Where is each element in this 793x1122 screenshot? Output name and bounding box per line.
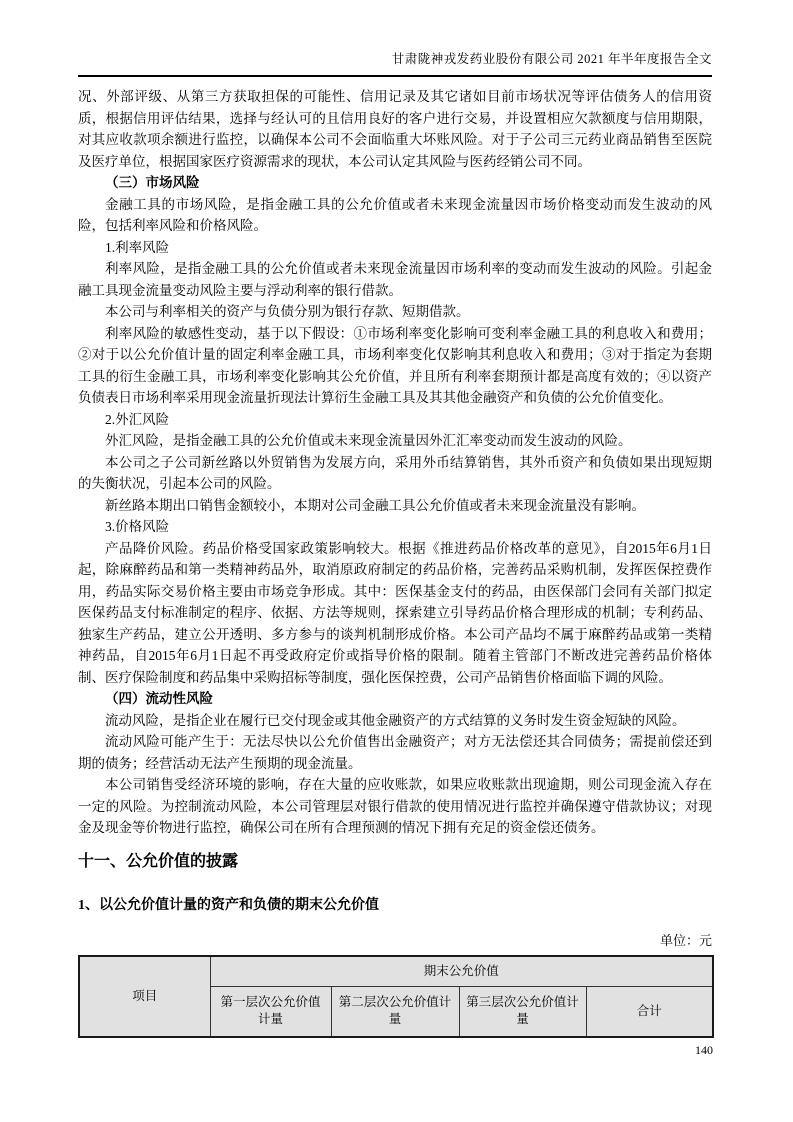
para-fx-impact: 新丝路本期出口销售金额较小，本期对公司金融工具公允价值或者未来现金流量没有影响。: [105, 497, 645, 513]
para-fx-def: 外汇风险，是指金融工具的公允价值或未来现金流量因外汇汇率变动而发生波动的风险。: [105, 433, 632, 448]
heading-fx-risk: 2.外汇风险: [105, 411, 170, 427]
heading-market-risk: （三）市场风险: [105, 175, 200, 190]
report-header-title: 甘肃陇神戎发药业股份有限公司 2021 年半年度报告全文: [391, 52, 712, 66]
table-header-group: 期末公允价值: [210, 956, 713, 987]
unit-label: 单位：元: [659, 932, 712, 948]
table-header-level3: 第三层次公允价值计量: [459, 986, 586, 1037]
header-rule: [78, 75, 712, 77]
para-liquidity-sources: 流动风险可能产生于：无法尽快以公允价值售出金融资产；对方无法偿还其合同债务；需提前偿还到期的债务；经营活动无法产生预期的现金流量。: [78, 734, 712, 771]
para-fx-subsidiary: 本公司之子公司新丝路以外贸销售为发展方向，采用外币结算销售，其外币资产和负债如果出现短期的失衡状况，引起本公司的风险。: [78, 454, 712, 491]
para-credit-continuation: 况、外部评级、从第三方获取担保的可能性、信用记录及其它诸如目前市场状况等评估债务人的信用资质，根据信用评估结果，选择与经认可的且信用良好的客户进行交易，并设置相应欠款额度与信用期限，对其应收款项余额进行监控，以确保本公司不会面临重大坏账风险。对于子公司三元药业商品销售至医院及医疗单位，根据国家医疗资源需求的现状，本公司认定其风险与医药经销公司不同。: [78, 89, 712, 169]
heading-fair-value-item1: 1、以公允价值计量的资产和负债的期末公允价值: [78, 897, 379, 913]
para-liquidity-control: 本公司销售受经济环境的影响，存在大量的应收账款，如果应收账款出现逾期，则公司现金流入存在一定的风险。为控制流动风险，本公司管理层对银行借款的使用情况进行监控并确保遵守借款协议；对现金及现金等价物进行监控，确保公司在所有合理预测的情况下拥有充足的资金偿还债务。: [78, 777, 712, 835]
para-liquidity-def: 流动风险，是指企业在履行已交付现金或其他金融资产的方式结算的义务时发生资金短缺的风险。: [105, 712, 686, 728]
document-body: [78, 86, 712, 839]
heading-interest-rate-risk: 1.利率风险: [105, 239, 170, 255]
para-market-risk-def: 金融工具的市场风险，是指金融工具的公允价值或者未来现金流量因市场价格变动而发生波动的风险，包括利率风险和价格风险。: [78, 196, 712, 233]
heading-fair-value-disclosure: 十一、公允价值的披露: [78, 852, 239, 870]
table-header-level2: 第二层次公允价值计量: [331, 986, 459, 1037]
para-interest-rate-def: 利率风险，是指金融工具的公允价值或者未来现金流量因市场利率的变动而发生波动的风险。引起金融工具现金流量变动风险主要与浮动利率的银行借款。: [78, 261, 712, 298]
page-number: 140: [695, 1043, 713, 1057]
heading-price-risk: 3.价格风险: [105, 519, 170, 534]
para-interest-assets: 本公司与利率相关的资产与负债分别为银行存款、短期借款。: [105, 304, 470, 319]
table-header-item: 项目: [79, 956, 210, 1037]
table-header-total: 合计: [586, 986, 713, 1037]
heading-liquidity-risk: （四）流动性风险: [105, 691, 213, 706]
para-price-risk: 产品降价风险。药品价格受国家政策影响较大。根据《推进药品价格改革的意见》，自2015年6月1日起，除麻醉药品和第一类精神药品外，取消原政府制定的药品价格，完善药品采购机制，发挥医保控费作用，药品实际交易价格主要由市场竞争形成。其中：医保基金支付的药品，由医保部门会同有关部门拟定医保药品支付标准制定的程序、依据、方法等规则，探索建立引导药品价格合理形成的机制；专利药品、独家生产药品，建立公开透明、多方参与的谈判机制形成价格。本公司产品均不属于麻醉药品或第一类精神药品，自2015年6月1日起不再受政府定价或指导价格的限制。随着主管部门不断改进完善药品价格体制、医疗保险制度和药品集中采购招标等制度，强化医保控费，公司产品销售价格面临下调的风险。: [78, 540, 712, 685]
para-interest-sensitivity: 利率风险的敏感性变动，基于以下假设：①市场利率变化影响可变利率金融工具的利息收入和费用；②对于以公允价值计量的固定利率金融工具，市场利率变化仅影响其利息收入和费用；③对于指定为套期工具的衍生金融工具，市场利率变化影响其公允价值，并且所有利率套期预计都是高度有效的；④以资产负债表日市场利率采用现金流量折现法计算衍生金融工具及其其他金融资产和负债的公允价值变化。: [78, 325, 712, 405]
fair-value-table: [78, 955, 714, 1038]
table-header-level1: 第一层次公允价值计量: [210, 986, 331, 1037]
